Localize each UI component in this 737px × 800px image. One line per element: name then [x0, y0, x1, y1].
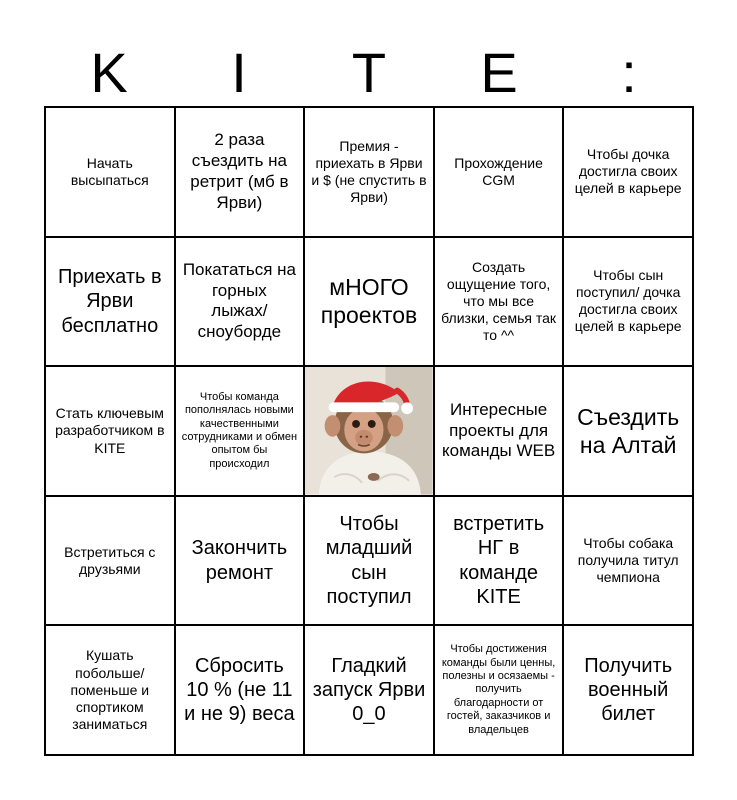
bingo-cell-r2c5[interactable] — [564, 238, 692, 366]
bingo-cell-r3c4[interactable] — [435, 367, 563, 495]
bingo-cell-r3c5[interactable] — [564, 367, 692, 495]
cell-label: Гладкий запуск Ярви 0_0 — [312, 654, 426, 726]
title-letter-i: I — [231, 41, 247, 104]
bingo-cell-r5c5[interactable] — [564, 626, 692, 754]
cell-label: Чтобы сын поступил/ дочка достигла своих целей в карьере — [574, 267, 682, 335]
cell-label: Создать ощущение того, что мы все близки, семья так то ^^ — [441, 258, 557, 343]
bingo-cell-r1c1[interactable] — [46, 108, 174, 236]
cell-label: Интересные проекты для команды WEB — [441, 399, 556, 461]
bingo-cell-r5c1[interactable] — [46, 626, 174, 754]
cell-label: 2 раза съездить на ретрит (мб в Ярви) — [190, 130, 289, 212]
bingo-cell-r3c1[interactable] — [46, 367, 174, 495]
bingo-cell-r4c4[interactable] — [435, 497, 563, 625]
bingo-cell-r4c2[interactable] — [176, 497, 304, 625]
free-space-monkey-image[interactable] — [305, 367, 433, 495]
cell-label: Премия - приехать в Ярви и $ (не спустить в Ярви) — [311, 137, 427, 205]
title-letter-e: E — [480, 41, 518, 104]
bingo-cell-r2c1[interactable] — [46, 238, 174, 366]
cell-label: Стать ключевым разработчиком в KITE — [55, 405, 165, 456]
bingo-cell-r2c2[interactable] — [176, 238, 304, 366]
cell-label: Чтобы младший сын поступил — [325, 512, 413, 608]
bingo-cell-r5c4[interactable] — [435, 626, 563, 754]
bingo-cell-r5c3[interactable] — [305, 626, 433, 754]
bingo-cell-r4c1[interactable] — [46, 497, 174, 625]
title-letter-k: K — [90, 41, 128, 104]
cell-label: Чтобы собака получила титул чемпиона — [577, 534, 679, 586]
bingo-cell-r1c5[interactable] — [564, 108, 692, 236]
cell-label: Покататься на горных лыжах/ сноуборде — [182, 259, 296, 342]
cell-label: Чтобы команда пополнялась новыми качественными сотрудниками и обмен опытом бы происходил — [181, 390, 298, 470]
bingo-cell-r1c4[interactable] — [435, 108, 563, 236]
cell-label: Чтобы дочка достигла своих целей в карьере — [574, 146, 682, 197]
bingo-cell-r4c5[interactable] — [564, 497, 692, 625]
bingo-cell-r2c3[interactable] — [305, 238, 433, 366]
cell-label: Встретиться с друзьями — [64, 543, 156, 577]
cell-label: Кушать побольше/ поменьше и спортиком заниматься — [70, 647, 150, 732]
bingo-cell-r2c4[interactable] — [435, 238, 563, 366]
cell-label: Начать высыпаться — [70, 154, 149, 188]
bingo-cell-r3c2[interactable] — [176, 367, 304, 495]
title-letter-colon: : — [621, 41, 637, 104]
cell-label: Приехать в Ярви бесплатно — [58, 265, 162, 337]
bingo-cell-r5c2[interactable] — [176, 626, 304, 754]
monkey-santa-hat-image — [305, 367, 433, 495]
bingo-cell-r1c2[interactable] — [176, 108, 304, 236]
bingo-title — [44, 42, 694, 104]
cell-label: Съездить на Алтай — [577, 403, 680, 458]
bingo-cell-r4c3[interactable] — [305, 497, 433, 625]
bingo-board — [44, 106, 694, 756]
cell-label: Чтобы достижения команды были ценны, полезны и осязаемы - получить благодарности от гостей, заказчиков и владельцев — [441, 643, 556, 736]
cell-label: Прохождение CGM — [454, 154, 543, 188]
cell-label: Получить военный билет — [584, 654, 673, 726]
title-letter-t: T — [351, 41, 387, 104]
bingo-cell-r1c3[interactable] — [305, 108, 433, 236]
cell-label: Закончить ремонт — [191, 537, 288, 584]
cell-label: Сбросить 10 % (не 11 и не 9) веса — [184, 654, 295, 726]
cell-label: встретить НГ в команде KITE — [453, 512, 545, 608]
cell-label: мНОГО проектов — [320, 274, 418, 329]
